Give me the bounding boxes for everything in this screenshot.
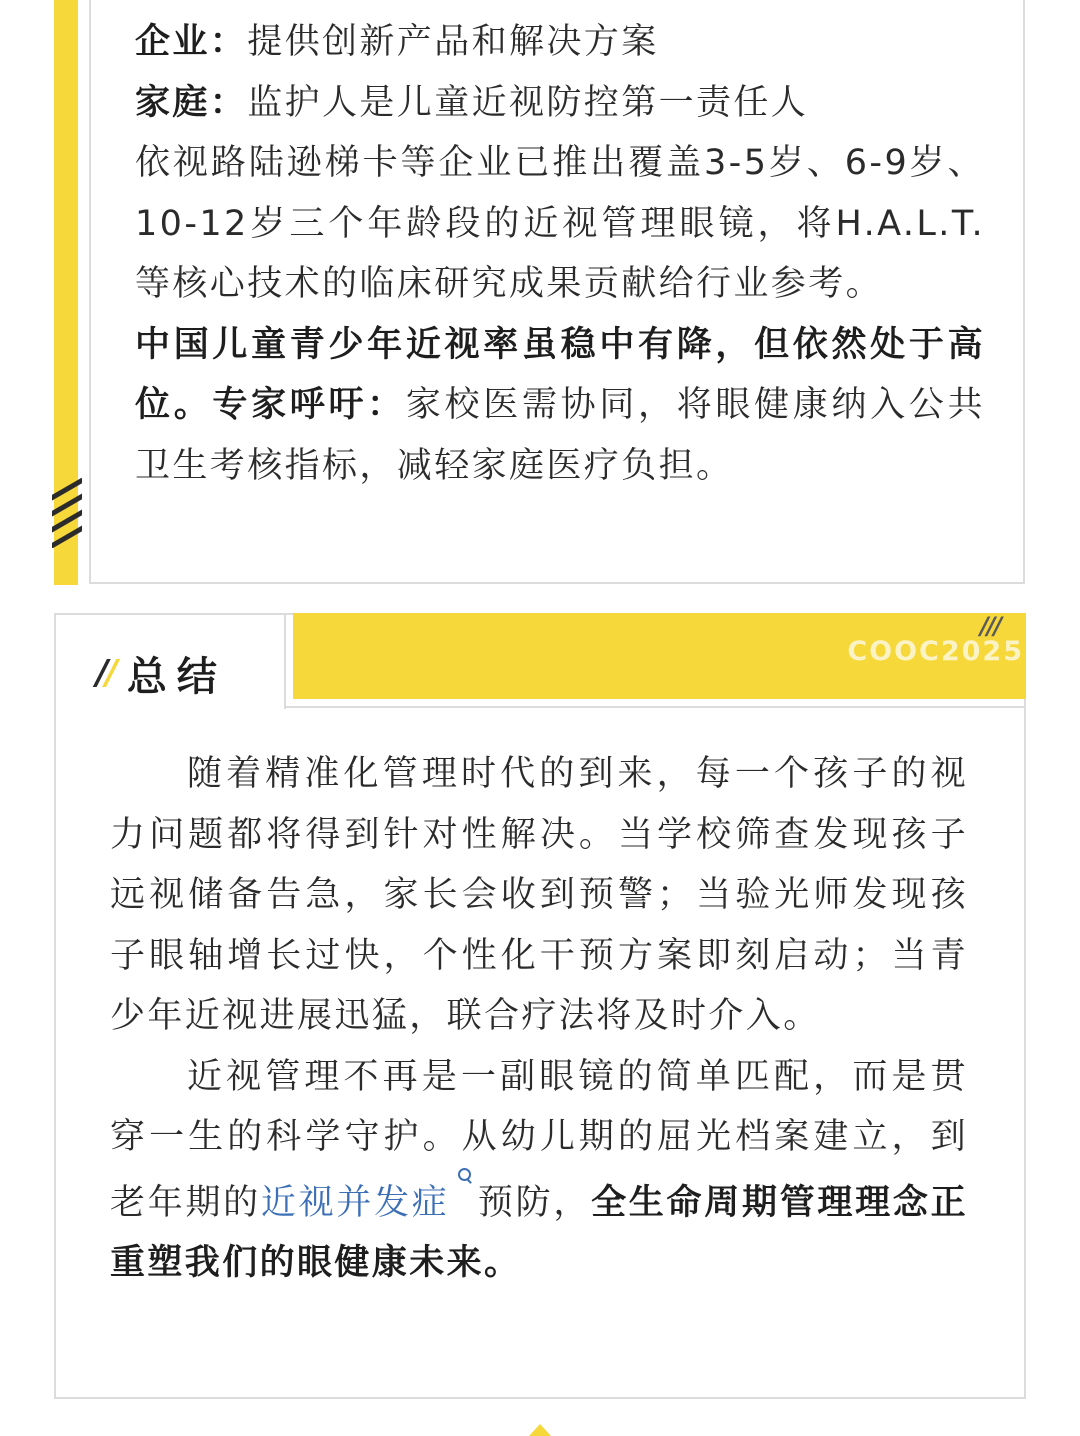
family-label: 家庭： — [135, 82, 248, 123]
paragraph2-text-b: 预防， — [477, 1182, 592, 1223]
enterprise-text: 提供创新产品和解决方案 — [247, 22, 659, 62]
slash-icon: // — [96, 653, 115, 693]
search-icon[interactable] — [456, 1168, 474, 1188]
arrow-up-icon — [529, 1424, 551, 1436]
summary-paragraph-2 — [110, 1047, 968, 1294]
enterprise-line — [135, 12, 985, 73]
highlight-paragraph — [135, 315, 985, 497]
enterprise-paragraph: 依视路陆逊梯卡等企业已推出覆盖3-5岁、6-9岁、10-12岁三个年龄段的近视管理眼镜，将H.A.L.T.等核心技术的临床研究成果贡献给行业参考。 — [135, 143, 985, 304]
paragraph2-text-a: 近视管理不再是一副眼镜的简单匹配，而是贯穿一生的科学守护。从幼儿期的屈光档案建立，到老年期的 — [110, 1056, 968, 1223]
expert-text: 家校医需协同，将眼健康纳入公共卫生考核指标，减轻家庭医疗负担。 — [135, 385, 985, 486]
band-label: COOC2025 — [847, 636, 1024, 667]
family-text: 监护人是儿童近视防控第一责任人 — [247, 82, 809, 123]
paragraph2-bold: 全生命周期管理理念正重塑我们的眼健康未来。 — [110, 1182, 968, 1283]
summary-divider — [284, 706, 1026, 708]
summary-text-block — [110, 744, 968, 1294]
summary-title: 总结 — [126, 653, 227, 700]
band-slash-marks: /// — [980, 612, 1001, 640]
summary-heading — [96, 648, 227, 698]
intro-text-block — [135, 12, 985, 496]
hatch-icon — [52, 478, 82, 548]
summary-paragraph-1: 随着精准化管理时代的到来，每一个孩子的视力问题都将得到针对性解决。当学校筛查发现孩子远视储备告急，家长会收到预警；当验光师发现孩子眼轴增长过快，个性化干预方案即刻启动；当青少年近视进展迅猛，联合疗法将及时介入。 — [110, 754, 968, 1036]
complication-link[interactable]: 近视并发症 — [260, 1182, 450, 1223]
enterprise-label: 企业： — [135, 22, 248, 62]
family-line — [135, 73, 985, 134]
highlight-text: 中国儿童青少年近视率虽稳中有降，但依然处于高位。专家呼吁： — [135, 324, 985, 425]
